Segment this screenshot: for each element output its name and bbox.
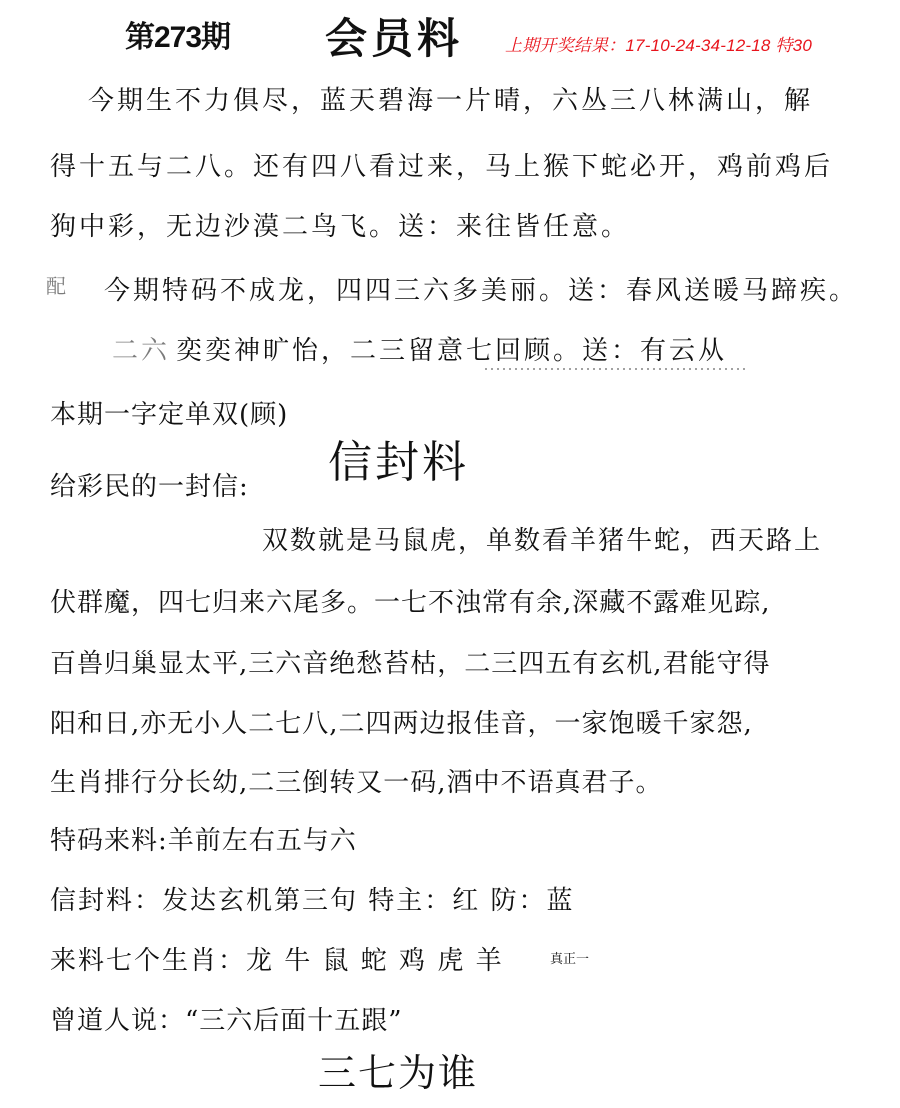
poem-line-3: 狗中彩，无边沙漠二鸟飞。送：来往皆任意。 bbox=[50, 212, 631, 242]
page-title: 会员料 bbox=[325, 14, 464, 63]
envelope-title: 信封料 bbox=[328, 437, 469, 488]
single-double-line: 本期一字定单双(顾) bbox=[50, 400, 289, 430]
letter-body-3: 百兽归巢显太平,三六音绝愁苔枯，二三四五有玄机,君能守得 bbox=[50, 649, 771, 679]
closing-phrase: 三七为谁 bbox=[318, 1051, 479, 1095]
scan-specks bbox=[485, 368, 745, 370]
issue-number: 第273期 bbox=[125, 21, 231, 54]
zodiac-note: 真正一 bbox=[550, 952, 590, 967]
letter-body-1: 双数就是马鼠虎，单数看羊猪牛蛇，西天路上 bbox=[262, 526, 823, 556]
letter-body-2: 伏群魔，四七归来六尾多。一七不浊常有余,深藏不露难见踪, bbox=[50, 588, 771, 618]
envelope-material-line: 信封料：发达玄机第三句 特主：红 防：蓝 bbox=[50, 886, 575, 916]
poem-line-4: 今期特码不成龙，四四三六多美丽。送：春风送暖马蹄疾。 bbox=[104, 276, 859, 306]
poem-line-5: 奕奕神旷怡，二三留意七回顾。送：有云从 bbox=[176, 336, 728, 366]
taoist-saying: 曾道人说：“三六后面十五跟” bbox=[50, 1006, 403, 1036]
poem-line-2: 得十五与二八。还有四八看过来，马上猴下蛇必开，鸡前鸡后 bbox=[50, 152, 834, 182]
poem-line-4-prefix: 配 bbox=[46, 274, 69, 298]
letter-body-4: 阳和日,亦无小人二七八,二四两边报佳音，一家饱暖千家怨, bbox=[50, 709, 753, 739]
zodiac-line: 来料七个生肖：龙 牛 鼠 蛇 鸡 虎 羊 bbox=[50, 946, 504, 976]
poem-line-1: 今期生不力俱尽，蓝天碧海一片晴，六丛三八林满山，解 bbox=[88, 86, 814, 116]
special-code-line: 特码来料:羊前左右五与六 bbox=[50, 826, 357, 856]
poem-line-5-faded: 二六 bbox=[112, 336, 171, 366]
last-draw-result: 上期开奖结果：17-10-24-34-12-18 特30 bbox=[505, 36, 812, 55]
letter-body-5: 生肖排行分长幼,二三倒转又一码,酒中不语真君子。 bbox=[50, 768, 663, 798]
letter-greeting: 给彩民的一封信: bbox=[50, 472, 249, 502]
